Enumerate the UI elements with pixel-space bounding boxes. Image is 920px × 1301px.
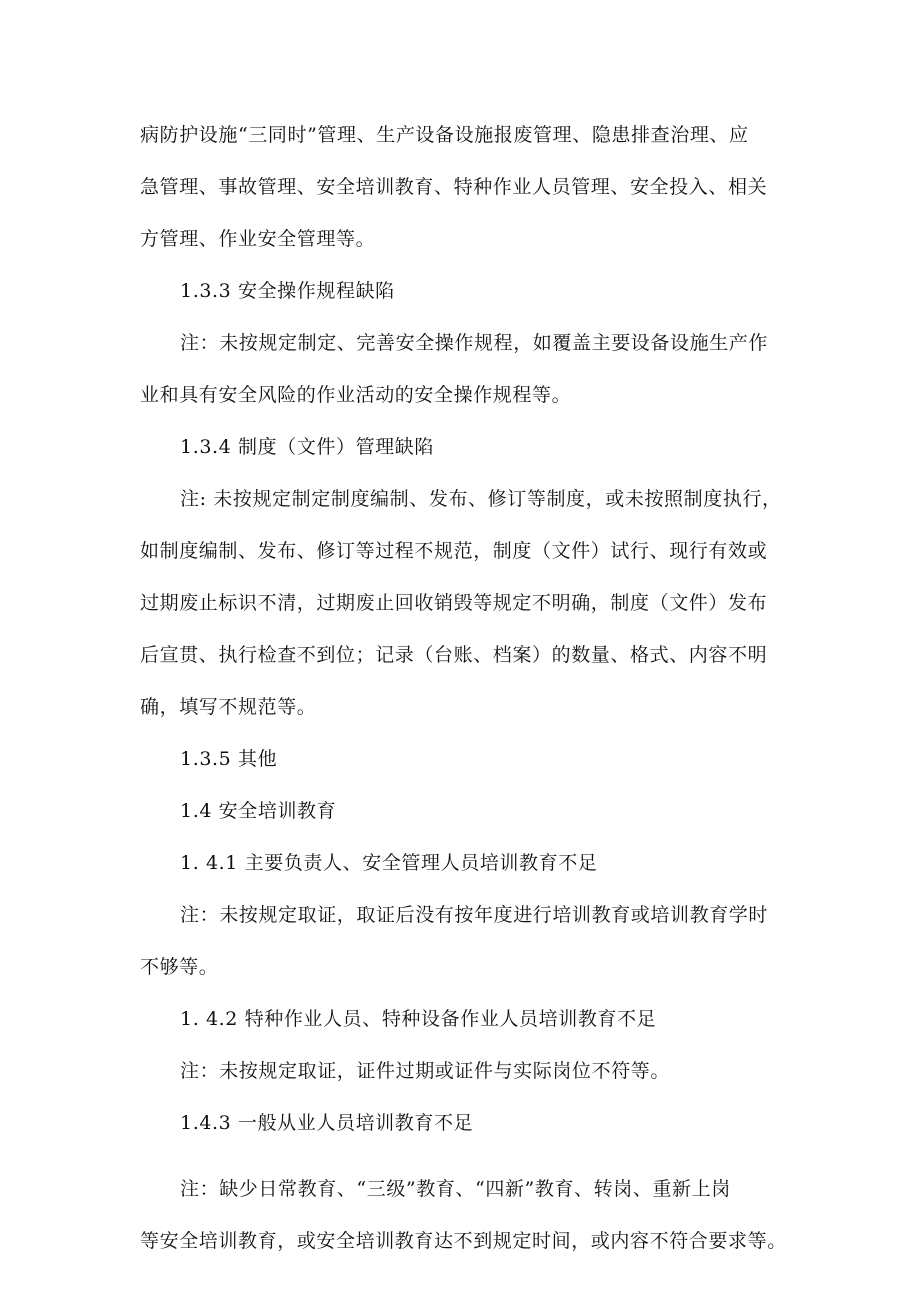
section-heading: 1.3.3 安全操作规程缺陷: [180, 280, 395, 302]
section-heading: 1. 4.1 主要负责人、安全管理人员培训教育不足: [180, 852, 598, 874]
paragraph-line: 注: 未按规定制定制度编制、发布、修订等制度，或未按照制度执行，: [180, 488, 782, 510]
paragraph-line: 如制度编制、发布、修订等过程不规范，制度（文件）试行、现行有效或: [140, 540, 768, 562]
paragraph-line: 后宣贯、执行检查不到位；记录（台账、档案）的数量、格式、内容不明: [140, 644, 768, 666]
paragraph-line: 等安全培训教育，或安全培训教育达不到规定时间，或内容不符合要求等。: [140, 1230, 787, 1252]
paragraph-line: 确，填写不规范等。: [140, 696, 317, 718]
paragraph-line: 急管理、事故管理、安全培训教育、特种作业人员管理、安全投入、相关: [140, 176, 768, 198]
section-heading: 1.3.4 制度（文件）管理缺陷: [180, 436, 434, 458]
paragraph-line: 注：未按规定制定、完善安全操作规程，如覆盖主要设备设施生产作: [180, 332, 769, 354]
paragraph-line: 注：未按规定取证，证件过期或证件与实际岗位不符等。: [180, 1060, 671, 1082]
paragraph-line: 方管理、作业安全管理等。: [140, 228, 376, 250]
paragraph-line: 业和具有安全风险的作业活动的安全操作规程等。: [140, 384, 572, 406]
section-heading: 1.4 安全培训教育: [180, 800, 337, 822]
section-heading: 1.4.3 一般从业人员培训教育不足: [180, 1112, 474, 1134]
paragraph-line: 注：缺少日常教育、“三级”教育、“四新”教育、转岗、重新上岗: [180, 1178, 731, 1200]
paragraph-line: 过期废止标识不清，过期废止回收销毁等规定不明确，制度（文件）发布: [140, 592, 768, 614]
paragraph-line: 注：未按规定取证，取证后没有按年度进行培训教育或培训教育学时: [180, 904, 769, 926]
section-heading: 1. 4.2 特种作业人员、特种设备作业人员培训教育不足: [180, 1008, 657, 1030]
paragraph-line: 不够等。: [140, 956, 219, 978]
section-heading: 1.3.5 其他: [180, 748, 278, 770]
paragraph-line: 病防护设施“三同时”管理、生产设备设施报废管理、隐患排查治理、应: [140, 124, 749, 146]
